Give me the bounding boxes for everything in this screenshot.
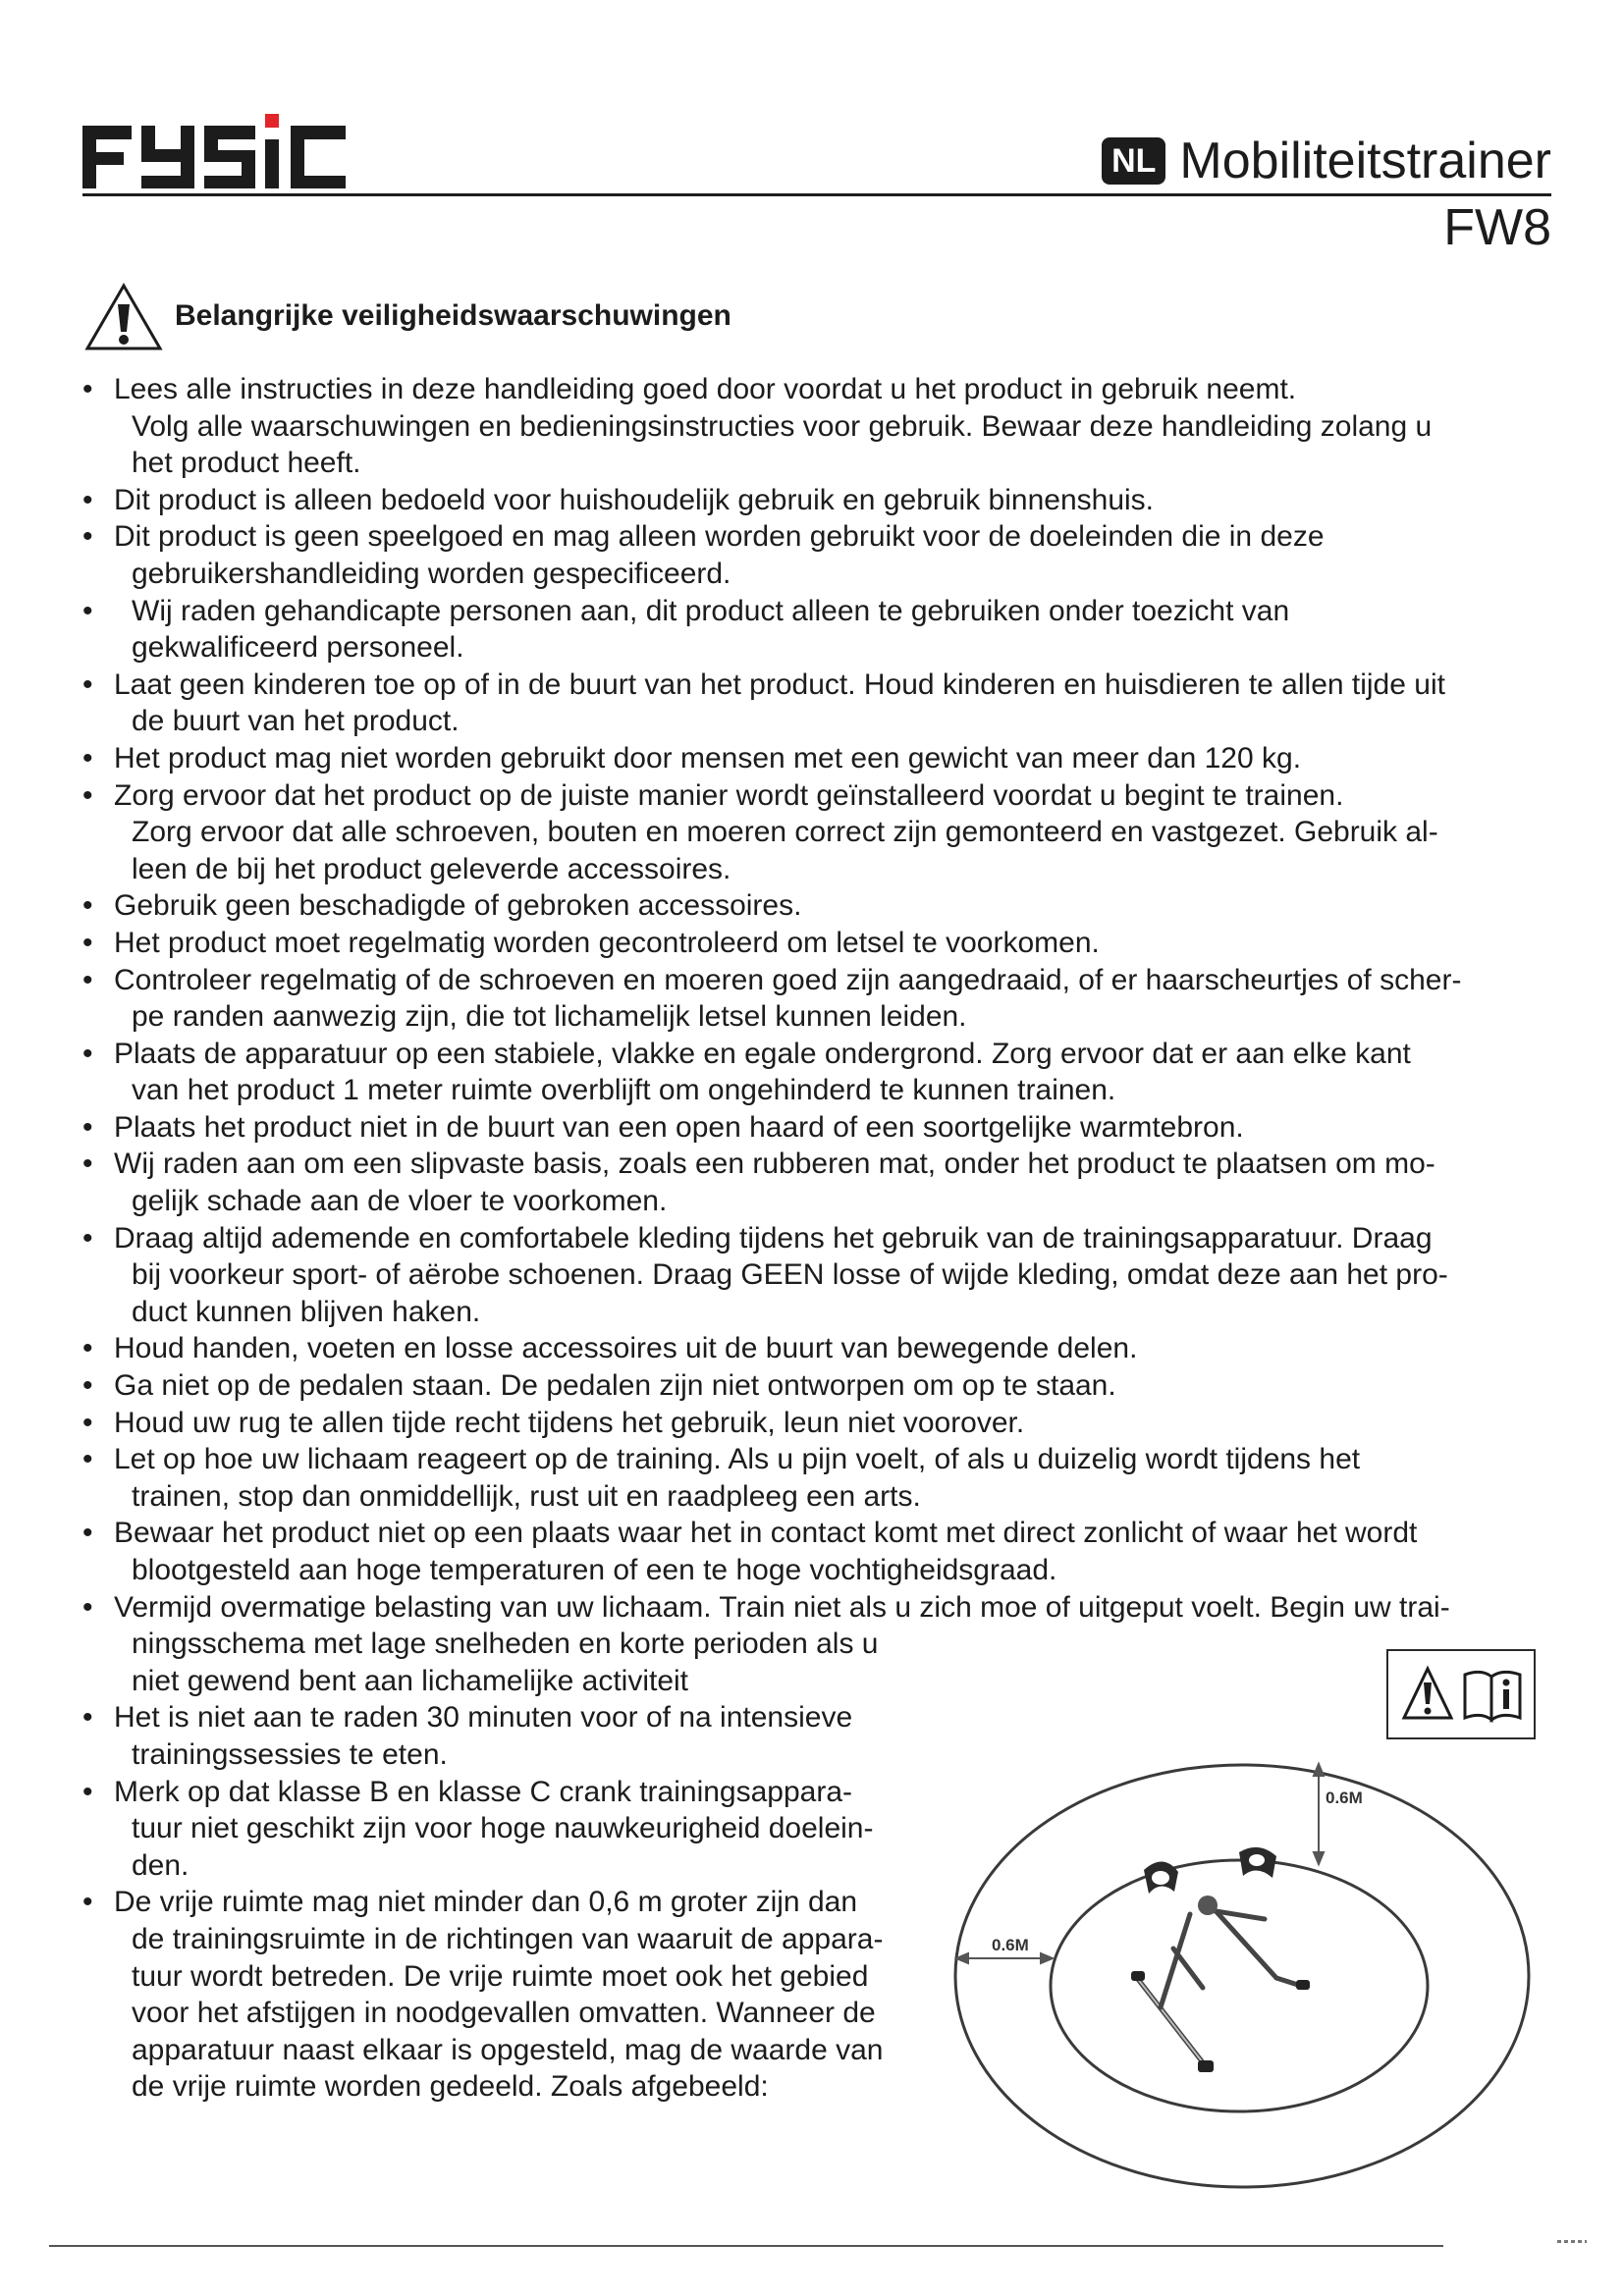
read-manual-symbol-box — [1386, 1649, 1536, 1739]
vertical-dimension-label: 0.6M — [1326, 1789, 1363, 1807]
language-badge: NL — [1102, 137, 1165, 185]
foot-cap — [1131, 1971, 1145, 1981]
crank-hub — [1198, 1896, 1218, 1915]
bullet-dot: • — [82, 1148, 93, 1181]
bullet-dot: • — [82, 963, 93, 996]
outer-free-space-ellipse — [955, 1765, 1529, 2187]
warning-triangle-icon — [1404, 1669, 1451, 1718]
bullet-dot: • — [82, 741, 93, 774]
list-item: • Bewaar het product niet op een plaats waar het in contact komt met direct zonlicht of waar het wordt blootgesteld aan hoge temperaturen of een te hoge vochtigheidsgraad. — [82, 1517, 1418, 1586]
bullet-dot: • — [82, 1886, 93, 1919]
foot-cap — [1296, 1980, 1310, 1990]
bullet-dot: • — [82, 520, 93, 554]
list-item: • Houd handen, voeten en losse accessoires uit de buurt van bewegende delen. — [0, 1330, 1547, 1367]
bullet-dot: • — [82, 1775, 93, 1808]
list-item: • Ga niet op de pedalen staan. De pedalen zijn niet ontworpen om op te staan. — [0, 1367, 1547, 1405]
list-item: • Lees alle instructies in deze handleiding goed door voordat u het product in gebruik neemt. Volg alle waarschuwingen en bedieningsinstructies voor gebruik. Bewaar deze handleiding zolang u het product heeft. — [82, 373, 1433, 480]
list-item: • Wij raden aan om een slipvaste basis, zoals een rubberen mat, onder het product te plaatsen om mo- gelijk schade aan de vloer te voorkomen. — [82, 1148, 1435, 1218]
horizontal-dimension-label: 0.6M — [992, 1936, 1029, 1954]
bullet-dot: • — [82, 1701, 93, 1735]
list-item: • Vermijd overmatige belasting van uw lichaam. Train niet als u zich moe of uitgeput voelt. Begin uw trai- ningsschema met lage snelheden en korte perioden als u niet gewend bent aan lichamelijke activiteit — [82, 1590, 1450, 1697]
model-number: FW8 — [1443, 199, 1551, 256]
list-item: • Het is niet aan te raden 30 minuten voor of na intensieve trainingssessies te eten. — [82, 1701, 853, 1771]
pedal-left — [1144, 1861, 1178, 1894]
bullet-dot: • — [82, 889, 93, 923]
vertical-dimension-arrow — [1314, 1764, 1324, 1864]
list-item: • Gebruik geen beschadigde of gebroken accessoires. — [0, 887, 1547, 925]
bullet-dot: • — [82, 1110, 93, 1144]
bullet-dot: • — [82, 1369, 93, 1403]
list-item: • Zorg ervoor dat het product op de juiste manier wordt geïnstalleerd voordat u begint te trainen. Zorg ervoor dat alle schroeven, bouten en moeren correct zijn gemonteerd en vastgezet. Gebruik al- leen de bij het product geleverde accessoires. — [82, 778, 1438, 885]
warning-triangle-icon — [84, 283, 163, 351]
bullet-dot: • — [82, 1221, 93, 1255]
list-item: • Dit product is alleen bedoeld voor huishoudelijk gebruik en gebruik binnenshuis. — [0, 482, 1547, 519]
read-manual-book-icon — [1465, 1672, 1520, 1720]
pedal-right — [1239, 1847, 1276, 1878]
list-item: • Houd uw rug te allen tijde recht tijdens het gebruik, leun niet voorover. — [0, 1405, 1547, 1442]
horizontal-dimension-arrow — [956, 1953, 1053, 1963]
list-item: • Dit product is geen speelgoed en mag alleen worden gebruikt voor de doeleinden die in deze gebruikershandleiding worden gespecificeerd. — [82, 520, 1325, 590]
pedal-exerciser-illustration — [1137, 1904, 1301, 2066]
fysic-logo — [82, 110, 348, 190]
bullet-dot: • — [82, 926, 93, 959]
bullet-dot: • — [82, 1332, 93, 1365]
footer-marks — [1557, 2240, 1587, 2243]
list-item: • De vrije ruimte mag niet minder dan 0,6 m groter zijn dan de trainingsruimte in de richtingen van waaruit de appara- tuur wordt betreden. De vrije ruimte moet ook het gebied voor het afstijgen in noodgevallen omvatten. Wanneer de apparatuur naast elkaar is opgesteld, mag de waarde van de vrije ruimte worden gedeeld. Zoals afgebeeld: — [82, 1886, 884, 2104]
bullet-dot: • — [82, 778, 93, 812]
bullet-dot: • — [82, 483, 93, 516]
list-item: • Het product moet regelmatig worden gecontroleerd om letsel te voorkomen. — [0, 925, 1547, 962]
list-item: • Wij raden gehandicapte personen aan, dit product alleen te gebruiken onder toezicht van gekwalificeerd personeel. — [82, 594, 1290, 665]
list-item: • Plaats de apparatuur op een stabiele, vlakke en egale ondergrond. Zorg ervoor dat er aan elke kant van het product 1 meter ruimte overblijft om ongehinderd te kunnen trainen. — [82, 1037, 1411, 1107]
bullet-dot: • — [82, 667, 93, 701]
free-space-diagram — [943, 1742, 1551, 2199]
header-divider — [82, 193, 1551, 196]
list-item: • Het product mag niet worden gebruikt door mensen met een gewicht van meer dan 120 kg. — [0, 740, 1547, 777]
list-item: • Merk op dat klasse B en klasse C crank trainingsappara- tuur niet geschikt zijn voor hoge nauwkeurigheid doelein- den. — [82, 1775, 874, 1882]
footer-divider — [49, 2245, 1443, 2247]
bullet-dot: • — [82, 1406, 93, 1439]
list-item: • Controleer regelmatig of de schroeven en moeren goed zijn aangedraaid, of er haarscheurtjes of scher- pe randen aanwezig zijn, die tot lichamelijk letsel kunnen leiden. — [82, 963, 1462, 1034]
list-item: • Laat geen kinderen toe op of in de buurt van het product. Houd kinderen en huisdieren te allen tijde uit de buurt van het product. — [82, 667, 1445, 738]
bullet-dot: • — [82, 1590, 93, 1624]
bullet-dot: • — [82, 1443, 93, 1476]
inner-training-space-ellipse — [1051, 1860, 1428, 2111]
list-item: • Draag altijd ademende en comfortabele kleding tijdens het gebruik van de trainingsapparatuur. Draag bij voorkeur sport- of aërobe schoenen. Draag GEEN losse of wijde kleding, omdat deze aan het pro- duct kunnen blijven haken. — [82, 1221, 1448, 1328]
bullet-dot: • — [82, 594, 93, 627]
section-title: Belangrijke veiligheidswaarschuwingen — [175, 299, 731, 332]
foot-cap — [1198, 2060, 1214, 2072]
document-title: Mobiliteitstrainer — [1179, 133, 1551, 189]
bullet-dot: • — [82, 1037, 93, 1070]
bullet-dot: • — [82, 1517, 93, 1550]
bullet-dot: • — [82, 373, 93, 405]
list-item: • Plaats het product niet in de buurt van een open haard of een soortgelijke warmtebron. — [0, 1109, 1547, 1147]
list-item: • Let op hoe uw lichaam reageert op de training. Als u pijn voelt, of als u duizelig wordt tijdens het trainen, stop dan onmiddellijk, rust uit en raadpleeg een arts. — [82, 1443, 1361, 1513]
